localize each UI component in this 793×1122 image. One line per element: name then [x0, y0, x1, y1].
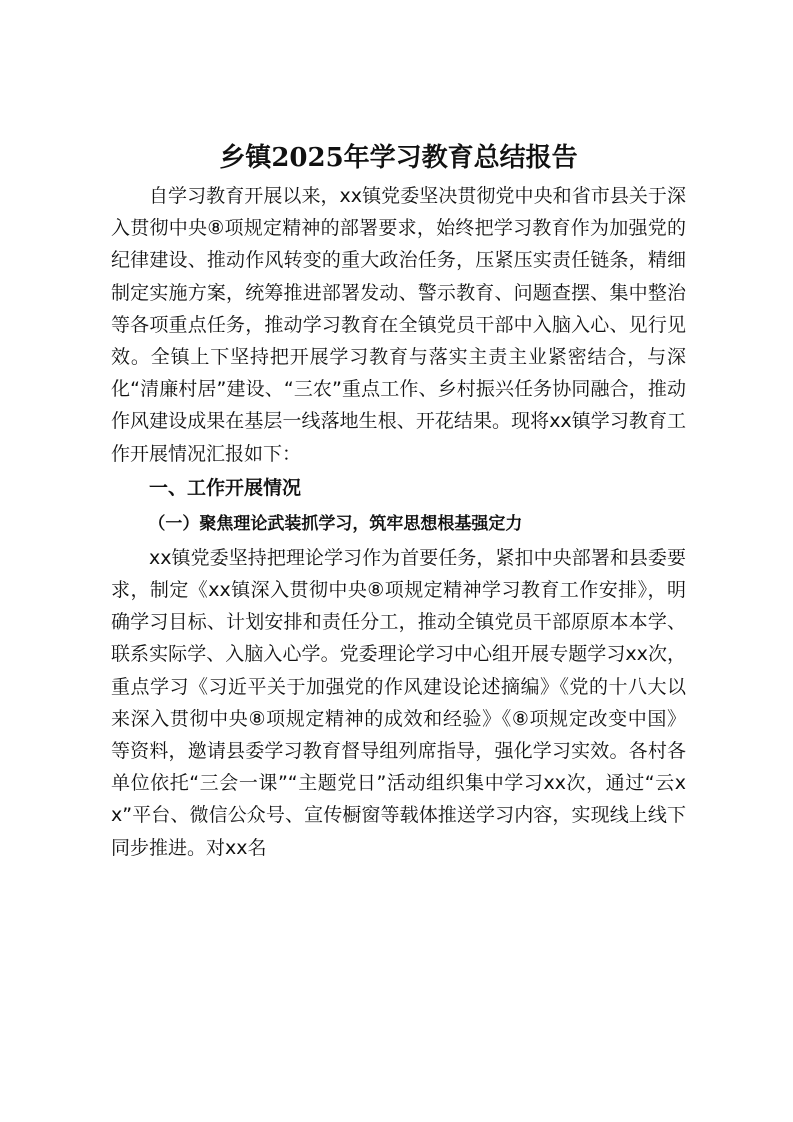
- document-title: 乡镇2025年学习教育总结报告: [219, 143, 578, 173]
- document-page: [111, 136, 686, 864]
- intro-paragraph: 自学习教育开展以来，xx镇党委坚决贯彻党中央和省市县关于深入贯彻中央⑧项规定精神的部署要求，始终把学习教育作为加强党的纪律建设、推动作风转变的重大政治任务，压紧压实责任链条，精细制定实施方案，统筹推进部署发动、警示教育、问题查摆、集中整治等各项重点任务，推动学习教育在全镇党员干部中入脑入心、见行见效。全镇上下坚持把开展学习教育与落实主责主业紧密结合，与深化“清廉村居”建设、“三农”重点工作、乡村振兴任务协同融合，推动作风建设成果在基层一线落地生根、开花结果。现将xx镇学习教育工作开展情况汇报如下：: [111, 185, 686, 465]
- subsection-body-paragraph: xx镇党委坚持把理论学习作为首要任务，紧扣中央部署和县委要求，制定《xx镇深入贯彻中央⑧项规定精神学习教育工作安排》，明确学习目标、计划安排和责任分工，推动全镇党员干部原原本本学、联系实际学、入脑入心学。党委理论学习中心组开展专题学习xx次，重点学习《习近平关于加强党的作风建设论述摘编》《党的十八大以来深入贯彻中央⑧项规定精神的成效和经验》《⑧项规定改变中国》等资料，邀请县委学习教育督导组列席指导，强化学习实效。各村各单位依托“三会一课”“主题党日”活动组织集中学习xx次，通过“云xx”平台、微信公众号、宣传橱窗等载体推送学习内容，实现线上线下同步推进。对xx名: [111, 546, 686, 859]
- subsection-heading-theory-study: （一）聚焦理论武装抓学习，筑牢思想根基强定力: [148, 513, 523, 534]
- section-heading-work-progress: 一、工作开展情况: [149, 476, 302, 499]
